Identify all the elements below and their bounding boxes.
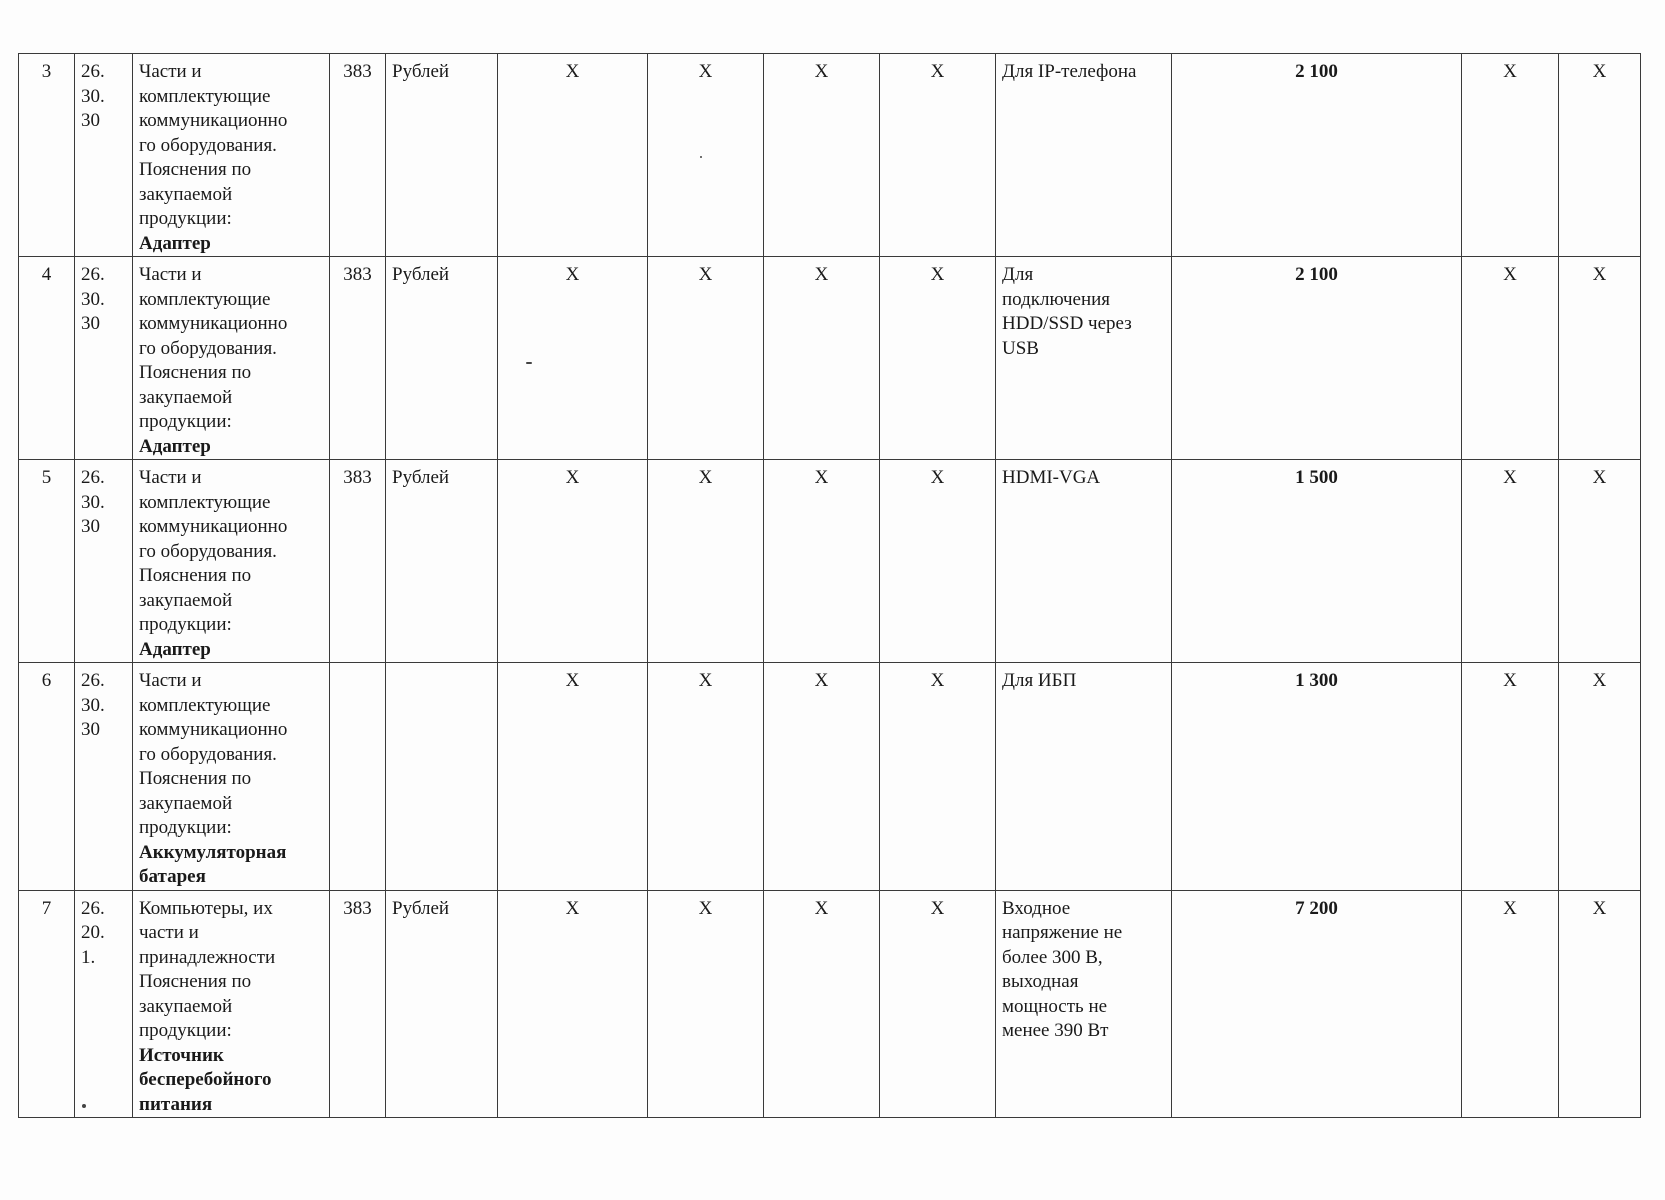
description-line: комплектующие	[139, 85, 271, 107]
mark-cell	[648, 663, 764, 891]
description-line: го оборудования.	[139, 134, 277, 156]
x-mark: X	[698, 467, 713, 488]
description-line: продукции:	[139, 1020, 232, 1041]
x-mark: X	[930, 897, 945, 919]
price-value: 2 100	[1295, 264, 1338, 285]
price-cell	[1172, 460, 1462, 663]
specification-line: подключения	[1002, 288, 1111, 310]
description-line: го оборудования.	[139, 337, 277, 359]
x-mark: X	[1592, 264, 1607, 285]
row-number-cell	[19, 663, 75, 891]
mark-cell	[1559, 460, 1641, 663]
row-number-cell	[19, 54, 75, 257]
product-name-line: Источник	[139, 1044, 224, 1066]
okpd-code-line: 1.	[81, 946, 96, 968]
product-name-line: Адаптер	[139, 435, 211, 457]
description-line: продукции:	[139, 411, 232, 432]
mark-cell	[1462, 257, 1559, 460]
description-cell	[133, 663, 330, 891]
price-cell	[1172, 663, 1462, 891]
price-value: 2 100	[1295, 61, 1338, 82]
unit-cell	[386, 460, 498, 663]
x-mark: X	[698, 670, 713, 691]
unit-name: Рублей	[392, 61, 450, 82]
description-line: Пояснения по	[139, 362, 252, 383]
description-line: коммуникационно	[139, 110, 288, 131]
description-line: коммуникационно	[139, 516, 288, 537]
okpd-code-cell	[75, 663, 133, 891]
x-mark: X	[1503, 264, 1517, 285]
row-number: 6	[41, 670, 52, 691]
mark-cell	[1559, 257, 1641, 460]
description-line: закупаемой	[139, 386, 233, 408]
procurement-table	[18, 53, 1641, 1118]
mark-cell	[764, 890, 880, 1118]
table-row	[19, 460, 1641, 663]
mark-cell	[648, 54, 764, 257]
row-number: 3	[41, 61, 52, 82]
x-mark: X	[565, 264, 580, 285]
mark-cell	[498, 663, 648, 891]
mark-cell	[1462, 54, 1559, 257]
okpd-code-line: 30.	[81, 491, 105, 513]
specification-line: напряжение не	[1002, 922, 1123, 943]
product-name-line: Аккумуляторная	[139, 841, 287, 863]
price-cell	[1172, 257, 1462, 460]
okpd-code-cell	[75, 460, 133, 663]
description-line: продукции:	[139, 817, 232, 838]
product-name-line: Адаптер	[139, 638, 211, 660]
description-cell	[133, 460, 330, 663]
specification-cell	[996, 460, 1172, 663]
price-cell	[1172, 54, 1462, 257]
row-number-cell	[19, 460, 75, 663]
okei-code-cell	[330, 663, 386, 891]
specification-line: Для	[1002, 264, 1034, 285]
x-mark: X	[814, 670, 829, 691]
price-value: 7 200	[1295, 897, 1338, 919]
specification-line: Для ИБП	[1002, 670, 1077, 691]
okei-code-cell	[330, 890, 386, 1118]
okpd-code-line: 26.	[81, 61, 105, 82]
x-mark: X	[930, 264, 945, 285]
row-number-cell	[19, 257, 75, 460]
x-mark: X	[565, 897, 580, 919]
description-line: Пояснения по	[139, 768, 252, 789]
unit-cell	[386, 54, 498, 257]
x-mark: X	[565, 61, 580, 82]
okpd-code-line: 26.	[81, 897, 105, 919]
description-cell	[133, 54, 330, 257]
mark-cell	[648, 890, 764, 1118]
x-mark: X	[1592, 897, 1607, 919]
specification-line: USB	[1002, 337, 1039, 359]
mark-cell	[498, 460, 648, 663]
okpd-code-line: 30.	[81, 694, 105, 716]
mark-cell	[764, 663, 880, 891]
description-line: продукции:	[139, 614, 232, 635]
specification-line: менее 390 Вт	[1002, 1020, 1109, 1041]
mark-cell	[498, 890, 648, 1118]
description-line: продукции:	[139, 208, 232, 229]
description-cell	[133, 890, 330, 1118]
okpd-code-line: 30.	[81, 288, 105, 310]
okei-code: 383	[343, 897, 372, 919]
x-mark: X	[814, 467, 829, 488]
okei-code-cell	[330, 257, 386, 460]
specification-line: Для IP-телефона	[1002, 61, 1137, 82]
description-line: Пояснения по	[139, 971, 252, 992]
description-line: коммуникационно	[139, 719, 288, 740]
x-mark: X	[814, 897, 829, 919]
scan-speck	[526, 362, 532, 364]
description-line: комплектующие	[139, 491, 271, 513]
specification-cell	[996, 663, 1172, 891]
table-row	[19, 54, 1641, 257]
description-line: Части и	[139, 264, 202, 285]
x-mark: X	[930, 61, 945, 82]
x-mark: X	[930, 670, 945, 691]
mark-cell	[1462, 890, 1559, 1118]
specification-line: HDD/SSD через	[1002, 313, 1132, 334]
scan-speck	[700, 156, 702, 158]
specification-line: HDMI-VGA	[1002, 467, 1101, 488]
x-mark: X	[930, 467, 945, 488]
okei-code-cell	[330, 54, 386, 257]
okei-code: 383	[343, 467, 372, 488]
row-number: 4	[41, 264, 52, 285]
okpd-code-line: 20.	[81, 922, 105, 943]
description-line: го оборудования.	[139, 540, 277, 562]
x-mark: X	[698, 61, 713, 82]
x-mark: X	[814, 264, 829, 285]
okpd-code-cell	[75, 890, 133, 1118]
x-mark: X	[1503, 467, 1517, 488]
row-number: 5	[41, 467, 52, 488]
description-line: Части и	[139, 670, 202, 691]
x-mark: X	[1592, 467, 1607, 488]
mark-cell	[764, 257, 880, 460]
description-line: коммуникационно	[139, 313, 288, 334]
mark-cell	[648, 460, 764, 663]
table-row	[19, 890, 1641, 1118]
specification-cell	[996, 257, 1172, 460]
mark-cell	[498, 54, 648, 257]
mark-cell	[1462, 663, 1559, 891]
specification-line: выходная	[1002, 971, 1079, 992]
product-name-line: Адаптер	[139, 232, 211, 254]
mark-cell	[1559, 663, 1641, 891]
okei-code-cell	[330, 460, 386, 663]
description-line: закупаемой	[139, 183, 233, 205]
okei-code: 383	[343, 61, 372, 82]
description-line: закупаемой	[139, 995, 233, 1017]
product-name-line: батарея	[139, 866, 206, 887]
okpd-code-line: 30.	[81, 85, 105, 107]
x-mark: X	[698, 897, 713, 919]
okei-code: 383	[343, 264, 372, 285]
mark-cell	[764, 54, 880, 257]
description-line: закупаемой	[139, 792, 233, 814]
mark-cell	[1559, 890, 1641, 1118]
x-mark: X	[565, 467, 580, 488]
description-line: комплектующие	[139, 694, 271, 716]
specification-cell	[996, 890, 1172, 1118]
okpd-code-line: 30	[81, 516, 100, 537]
unit-name: Рублей	[392, 264, 450, 285]
x-mark: X	[565, 670, 580, 691]
description-line: Части и	[139, 467, 202, 488]
mark-cell	[880, 54, 996, 257]
description-line: комплектующие	[139, 288, 271, 310]
unit-cell	[386, 663, 498, 891]
x-mark: X	[1592, 61, 1607, 82]
mark-cell	[1559, 54, 1641, 257]
description-line: Части и	[139, 61, 202, 82]
x-mark: X	[1503, 897, 1517, 919]
mark-cell	[880, 257, 996, 460]
mark-cell	[880, 890, 996, 1118]
table-row	[19, 663, 1641, 891]
x-mark: X	[1592, 670, 1607, 691]
table-body	[19, 54, 1641, 1118]
description-line: Пояснения по	[139, 565, 252, 586]
mark-cell	[880, 663, 996, 891]
okpd-code-cell	[75, 257, 133, 460]
mark-cell	[880, 460, 996, 663]
price-value: 1 500	[1295, 467, 1338, 488]
unit-name: Рублей	[392, 467, 450, 488]
okpd-code-cell	[75, 54, 133, 257]
description-cell	[133, 257, 330, 460]
specification-line: более 300 В,	[1002, 946, 1103, 968]
mark-cell	[1462, 460, 1559, 663]
specification-line: Входное	[1002, 897, 1071, 919]
row-number: 7	[41, 897, 52, 919]
description-line: Компьютеры, их	[139, 897, 273, 919]
product-name-line: питания	[139, 1093, 213, 1115]
okpd-code-line: 30	[81, 110, 100, 131]
okpd-code-line: 26.	[81, 670, 105, 691]
scan-speck	[82, 1104, 86, 1108]
description-line: го оборудования.	[139, 743, 277, 765]
description-line: принадлежности	[139, 946, 276, 968]
mark-cell	[648, 257, 764, 460]
okpd-code-line: 26.	[81, 467, 105, 488]
price-cell	[1172, 890, 1462, 1118]
product-name-line: бесперебойного	[139, 1069, 272, 1090]
description-line: Пояснения по	[139, 159, 252, 180]
specification-line: мощность не	[1002, 995, 1108, 1017]
price-value: 1 300	[1295, 670, 1338, 691]
specification-cell	[996, 54, 1172, 257]
description-line: закупаемой	[139, 589, 233, 611]
table-row	[19, 257, 1641, 460]
x-mark: X	[814, 61, 829, 82]
x-mark: X	[1503, 61, 1517, 82]
x-mark: X	[1503, 670, 1517, 691]
unit-cell	[386, 890, 498, 1118]
okpd-code-line: 30	[81, 719, 100, 740]
unit-name: Рублей	[392, 897, 450, 919]
mark-cell	[498, 257, 648, 460]
unit-cell	[386, 257, 498, 460]
okpd-code-line: 26.	[81, 264, 105, 285]
okpd-code-line: 30	[81, 313, 100, 334]
x-mark: X	[698, 264, 713, 285]
mark-cell	[764, 460, 880, 663]
description-line: части и	[139, 922, 199, 943]
row-number-cell	[19, 890, 75, 1118]
